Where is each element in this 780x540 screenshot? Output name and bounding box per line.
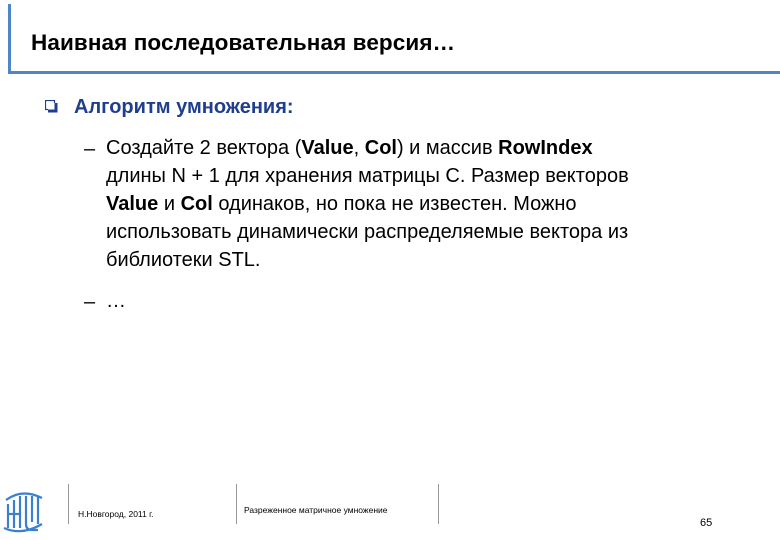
text-segment: , (353, 137, 365, 159)
footer-divider (438, 484, 439, 524)
sub-item-2-text: … (106, 290, 126, 312)
sub-item-1-line-4: использовать динамически распределяемые вектора из (106, 221, 629, 243)
term-value: Value (301, 137, 354, 159)
checkbox-bullet-icon (45, 100, 59, 114)
sub-item-1-line-2: длины N + 1 для хранения матрицы C. Размер векторов (106, 165, 629, 187)
term-col: Col (364, 137, 397, 159)
slide-title: Наивная последовательная версия… (31, 30, 456, 55)
term-value: Value (106, 193, 159, 215)
footer-divider (68, 484, 69, 524)
text-segment: одинаков, но пока не известен. Можно (212, 193, 577, 215)
sub-item-1-line-3 (106, 191, 577, 217)
term-rowindex: RowIndex (498, 137, 593, 159)
dash-bullet-1: – (84, 138, 96, 160)
text-segment: ) и массив (396, 137, 499, 159)
dash-bullet-2: – (84, 291, 96, 313)
text-segment: и (158, 193, 181, 215)
term-col: Col (180, 193, 213, 215)
footer-divider (236, 484, 237, 524)
sub-item-1-line-5: библиотеки STL. (106, 249, 261, 271)
page-number: 65 (700, 517, 713, 529)
bullet-heading: Алгоритм умножения: (74, 96, 294, 118)
footer-location-date: Н.Новгород, 2011 г. (78, 509, 154, 519)
sub-item-1-line-1 (106, 135, 593, 161)
university-logo (2, 484, 44, 536)
text-segment: Создайте 2 вектора ( (106, 137, 302, 159)
footer-presentation-title: Разреженное матричное умножение (244, 505, 388, 515)
